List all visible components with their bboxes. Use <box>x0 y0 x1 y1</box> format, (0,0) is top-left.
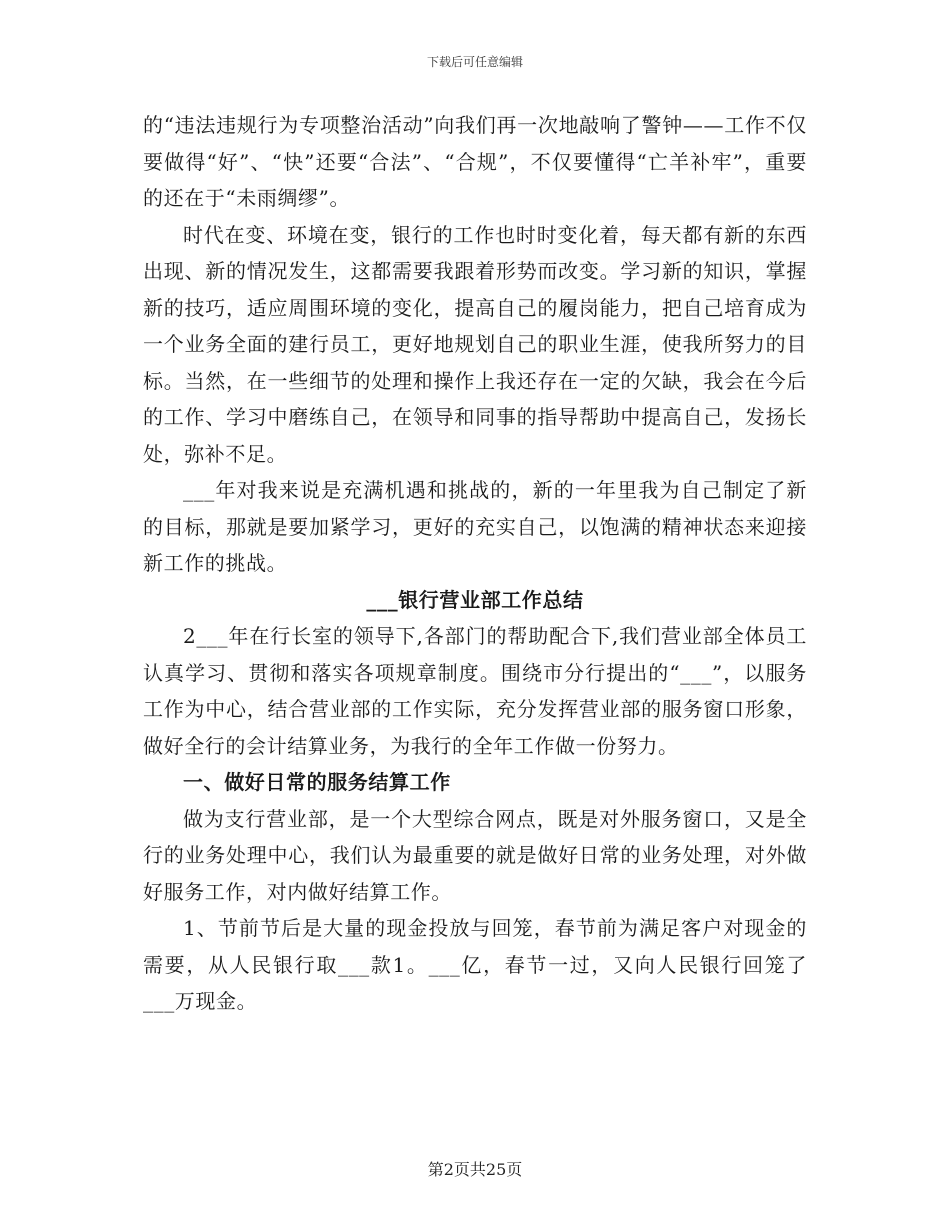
paragraph-new-year-goals: ___年对我来说是充满机遇和挑战的，新的一年里我为自己制定了新的目标，那就是要加紧学习，更好的充实自己，以饱满的精神状态来迎接新工作的挑战。 <box>143 478 807 575</box>
paragraph-service-center: 做为支行营业部，是一个大型综合网点，既是对外服务窗口，又是全行的业务处理中心，我们认为最重要的就是做好日常的业务处理，对外做好服务工作，对内做好结算工作。 <box>143 806 807 904</box>
page-number: 第2页共25页 <box>427 1160 523 1179</box>
paragraph-cash-item-1: 1、节前节后是大量的现金投放与回笼，春节前为满足客户对现金的需要，从人民银行取___款1。___亿，春节一过，又向人民银行回笼了___万现金。 <box>143 916 807 1013</box>
paragraph-times-changing: 时代在变、环境在变，银行的工作也时时变化着，每天都有新的东西出现、新的情况发生，这都需要我跟着形势而改变。学习新的知识，掌握新的技巧，适应周围环境的变化，提高自己的履岗能力，把自己培育成为一个业务全面的建行员工，更好地规划自己的职业生涯，使我所努力的目标。当然，在一些细节的处理和操作上我还存在一定的欠缺，我会在今后的工作、学习中磨练自己，在领导和同事的指导帮助中提高自己，发扬长处，弥补不足。 <box>143 222 807 466</box>
paragraph-continuation: 的“违法违规行为专项整治活动”向我们再一次地敲响了警钟——工作不仅要做得“好”、“快”还要“合法”、“合规”，不仅要懂得“亡羊补牢”，重要的还在于“未雨绸缪”。 <box>143 113 807 210</box>
document-body <box>143 107 807 1020</box>
section-title: ___银行营业部工作总结 <box>366 587 584 612</box>
page-header: 下载后可任意编辑 <box>426 55 523 69</box>
paragraph-summary-intro: 2___年在行长室的领导下,各部门的帮助配合下,我们营业部全体员工认真学习、贯彻和落实各项规章制度。围绕市分行提出的“___”，以服务工作为中心，结合营业部的工作实际，充分发挥营业部的服务窗口形象，做好全行的会计结算业务，为我行的全年工作做一份努力。 <box>143 624 807 758</box>
section-heading-1: 一、做好日常的服务结算工作 <box>183 770 451 794</box>
